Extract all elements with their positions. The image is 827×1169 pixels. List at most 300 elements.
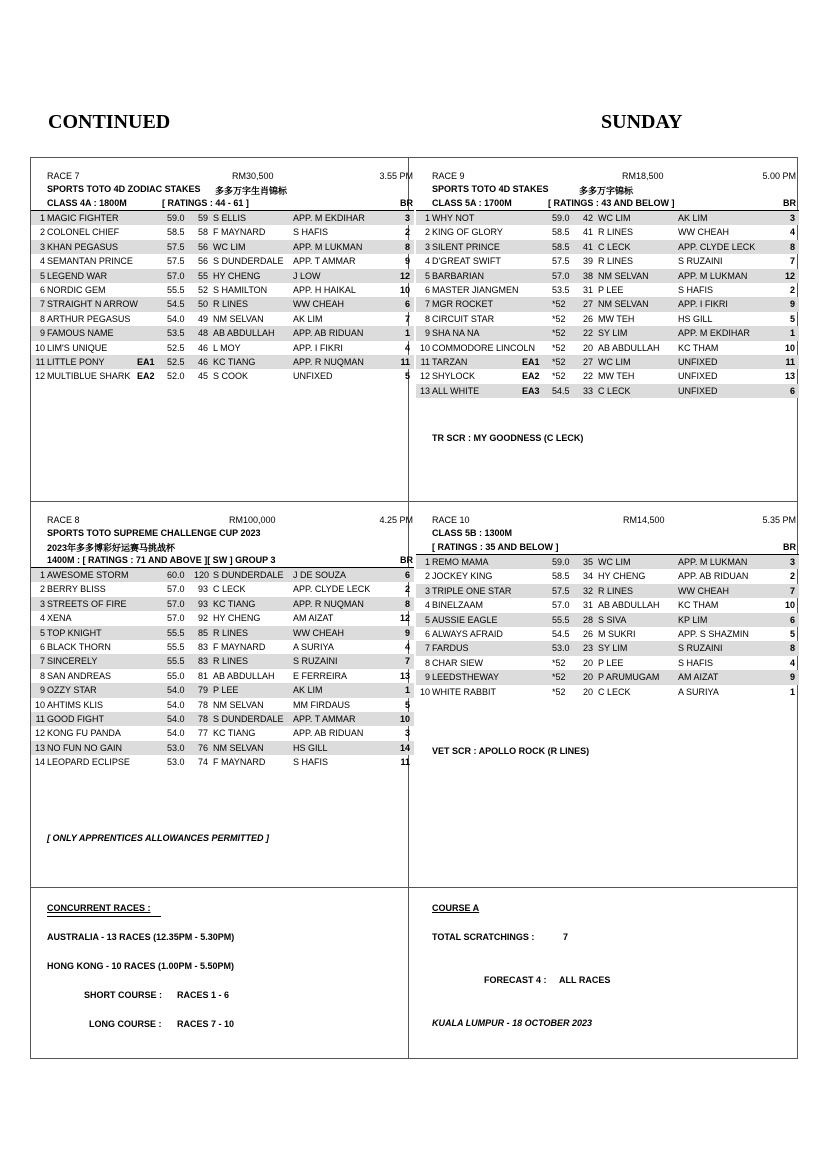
trainer-name: APP. H HAIKAL [293,284,356,295]
runner-number: 8 [424,313,430,324]
weight: 55.5 [167,641,185,652]
rating: 79 [197,685,208,696]
barrier: 2 [789,571,795,582]
barrier: 2 [789,284,795,295]
race-time: 5.35 PM [762,515,796,525]
race-ratings: [ RATINGS : 43 AND BELOW ] [548,198,675,208]
runner-row [31,755,414,769]
runner-list [416,555,799,699]
runner-row [31,211,414,225]
race-label: RACE 9 [432,171,465,181]
runner-row [416,269,799,283]
trainer-name: AM AIZAT [293,613,334,624]
jockey-name: WC LIM [213,241,246,252]
horse-name: SILENT PRINCE [432,241,500,252]
runner-number: 2 [424,227,430,238]
row-divider [31,887,797,888]
barrier: 5 [789,628,795,639]
barrier: 9 [789,672,795,683]
trainer-name: A SURIYA [293,641,334,652]
runner-number: 2 [39,227,45,238]
rating: 52 [197,284,208,295]
br-header: BR [400,198,413,208]
runner-row [416,670,799,684]
barrier: 3 [404,213,410,223]
jockey-name: P LEE [213,685,239,696]
runner-row [31,698,414,712]
horse-name: FAMOUS NAME [47,328,114,339]
weight: 57.0 [167,270,185,281]
rating: 74 [197,757,208,768]
horse-name: AWESOME STORM [47,570,129,580]
runner-number: 1 [424,557,430,567]
weight: 53.0 [167,742,185,753]
rating: 20 [582,342,593,353]
jockey-name: L MOY [213,342,241,353]
jockey-name: C LECK [213,584,246,595]
runner-number: 2 [424,571,430,582]
barrier: 8 [789,643,795,654]
jockey-name: NM SELVAN [598,270,649,281]
runner-number: 4 [39,613,45,624]
jockey-name: R LINES [598,585,634,596]
long-course-label: LONG COURSE : [89,1019,162,1029]
runner-row [416,369,799,383]
trainer-name: MM FIRDAUS [293,699,350,710]
barrier: 6 [404,299,410,310]
rating: 76 [197,742,208,753]
scratchings-label: TOTAL SCRATCHINGS : [432,932,535,942]
runner-row [31,326,414,340]
weight: 54.5 [552,385,570,396]
concurrent-races-heading: CONCURRENT RACES : [47,903,151,913]
rating: 48 [197,328,208,339]
trainer-name: APP. T AMMAR [293,256,356,267]
barrier: 5 [404,699,410,710]
rating: 33 [582,385,593,396]
horse-name: AUSSIE EAGLE [432,614,498,625]
race-time: 3.55 PM [379,171,413,181]
trainer-scratching-note: TR SCR : MY GOODNESS (C LECK) [432,433,584,443]
weight: 55.5 [167,627,185,638]
horse-name: LIM'S UNIQUE [47,342,108,353]
runner-number: 1 [39,570,45,580]
jockey-name: NM SELVAN [213,742,264,753]
trainer-name: A SURIYA [678,686,719,697]
race-prize: RM14,500 [623,515,665,525]
runner-row [416,341,799,355]
barrier: 13 [399,670,410,681]
trainer-name: APP. AB RIDUAN [678,571,749,582]
runner-number: 4 [424,600,430,611]
barrier: 6 [404,570,410,580]
weight: 55.5 [167,656,185,667]
trainer-name: AK LIM [293,313,323,324]
jockey-name: C LECK [598,385,631,396]
rating: 20 [582,657,593,668]
rating: 83 [197,641,208,652]
race-8-panel [31,515,414,843]
race-title-cn: 多多万字生肖锦标 [215,186,288,196]
horse-name: WHITE RABBIT [432,686,497,697]
runner-row [416,656,799,670]
rating: 81 [197,670,208,681]
rating: 92 [197,613,208,624]
runner-row [31,254,414,268]
trainer-name: APP. M LUKMAN [293,241,363,252]
jockey-name: MW TEH [598,313,635,324]
barrier: 7 [789,585,795,596]
horse-name: BARBARIAN [432,270,485,281]
runner-row [31,611,414,625]
horse-name: MGR ROCKET [432,299,494,310]
jockey-name: S DUNDERDALE [213,256,284,267]
rating: 28 [582,614,593,625]
jockey-name: P ARUMUGAM [598,672,660,683]
horse-name: SEMANTAN PRINCE [47,256,133,267]
rating: 20 [582,672,593,683]
race-time: 4.25 PM [379,515,413,525]
runner-row [416,569,799,583]
jockey-name: S HAMILTON [213,284,268,295]
horse-name: BERRY BLISS [47,584,106,595]
barrier: 7 [404,656,410,667]
jockey-name: AB ABDULLAH [213,670,275,681]
barrier: 3 [789,557,795,567]
trainer-name: E FERREIRA [293,670,348,681]
barrier: 12 [399,270,410,281]
rating: 39 [582,256,593,267]
jockey-name: SY LIM [598,643,628,654]
runner-row [31,669,414,683]
weight: 58.5 [552,241,570,252]
weight: 57.0 [552,600,570,611]
heading-underline [47,916,161,917]
runner-row [31,683,414,697]
jockey-name: R LINES [213,299,249,310]
runner-row [31,726,414,740]
race-title: SPORTS TOTO 4D ZODIAC STAKES [47,184,201,194]
entry-tag: EA1 [522,356,540,367]
runner-number: 5 [39,270,45,281]
rating: 93 [197,598,208,609]
trainer-name: UNFIXED [678,371,718,382]
trainer-name: S RUZAINI [293,656,338,667]
runner-row [416,283,799,297]
weight: 54.0 [167,699,185,710]
trainer-name: AK LIM [678,213,708,223]
short-course-value: RACES 1 - 6 [177,990,230,1000]
runner-row [31,369,414,383]
race-10-panel [416,515,799,756]
jockey-name: NM SELVAN [213,699,264,710]
runner-row [31,654,414,668]
trainer-name: APP. CLYDE LECK [293,584,371,595]
horse-name: FARDUS [432,643,469,654]
forecast-value: ALL RACES [559,975,611,985]
jockey-name: HY CHENG [213,270,261,281]
runner-row [416,312,799,326]
weight: *52 [552,313,566,324]
runner-row [31,640,414,654]
runner-number: 10 [34,699,45,710]
jockey-name: WC LIM [598,356,631,367]
trainer-name: APP. R NUQMAN [293,356,364,367]
trainer-name: APP. S SHAZMIN [678,628,749,639]
runner-row [31,582,414,596]
rating: 27 [582,299,593,310]
race-class: CLASS 4A : 1800M [47,198,127,208]
race-prize: RM18,500 [622,171,664,181]
horse-name: STRAIGHT N ARROW [47,299,138,310]
weight: 52.0 [167,371,185,382]
jockey-name: P LEE [598,657,624,668]
long-course-value: RACES 7 - 10 [177,1019,235,1029]
horse-name: TOP KNIGHT [47,627,102,638]
barrier: 2 [404,584,410,595]
br-header: BR [783,542,796,552]
runner-number: 7 [39,299,45,310]
jockey-name: P LEE [598,284,624,295]
rating: 56 [197,256,208,267]
weight: 58.5 [552,571,570,582]
horse-name: CIRCUIT STAR [432,313,495,324]
race-title: SPORTS TOTO 4D STAKES [432,184,549,194]
runner-row [416,641,799,655]
horse-name: SAN ANDREAS [47,670,112,681]
rating: 78 [197,713,208,724]
weight: *52 [552,299,566,310]
barrier: 9 [789,299,795,310]
weight: 60.0 [167,570,185,580]
runner-row [416,598,799,612]
runner-row [31,283,414,297]
rating: 93 [197,584,208,595]
rating: 32 [582,585,593,596]
runner-number: 5 [424,614,430,625]
rating: 22 [582,328,593,339]
weight: 54.5 [552,628,570,639]
runner-row [416,240,799,254]
rating: 78 [197,699,208,710]
race-label: RACE 7 [47,171,80,181]
trainer-name: APP. AB RIDUAN [293,328,364,339]
runner-number: 2 [39,584,45,595]
runner-row [416,613,799,627]
rating: 46 [197,356,208,367]
jockey-name: S COOK [213,371,249,382]
trainer-name: APP. CLYDE LECK [678,241,756,252]
weight: *52 [552,672,566,683]
runner-row [31,597,414,611]
runner-number: 3 [39,598,45,609]
rating: 50 [197,299,208,310]
runner-number: 7 [424,643,430,654]
weight: 59.0 [167,213,185,223]
weight: 59.0 [552,213,570,223]
barrier: 9 [404,627,410,638]
runner-row [31,568,414,582]
runner-row [416,555,799,569]
horse-name: AHTIMS KLIS [47,699,104,710]
horse-name: WHY NOT [432,213,475,223]
race-class: CLASS 5B : 1300M [432,528,513,538]
jockey-name: F MAYNARD [213,757,266,768]
trainer-name: APP. T AMMAR [293,713,356,724]
rating: 20 [582,686,593,697]
race-ratings: [ RATINGS : 35 AND BELOW ] [432,542,559,552]
weight: *52 [552,356,566,367]
runner-row [31,240,414,254]
trainer-name: AK LIM [293,685,323,696]
runner-row [31,297,414,311]
jockey-name: S DUNDERDALE [213,713,284,724]
trainer-name: UNFIXED [678,356,718,367]
barrier: 12 [784,270,795,281]
barrier: 11 [400,356,410,367]
trainer-name: WW CHEAH [293,299,344,310]
runner-number: 8 [424,657,430,668]
jockey-name: F MAYNARD [213,641,266,652]
horse-name: CHAR SIEW [432,657,484,668]
horse-name: MULTIBLUE SHARK [47,371,131,382]
runner-row [31,626,414,640]
trainer-name: AM AIZAT [678,672,719,683]
runner-number: 6 [424,628,430,639]
runner-row [416,326,799,340]
runner-row [416,685,799,699]
weight: 54.0 [167,313,185,324]
trainer-name: J LOW [293,270,321,281]
rating: 31 [582,284,593,295]
trainer-name: HS GILL [293,742,328,753]
weight: 57.5 [167,241,185,252]
runner-row [416,211,799,225]
runner-number: 9 [424,328,430,339]
race-time: 5.00 PM [762,171,796,181]
entry-tag: EA2 [522,371,540,382]
rating: 26 [582,628,593,639]
runner-row [416,254,799,268]
entry-tag: EA3 [522,385,540,396]
rating: 41 [582,241,593,252]
barrier: 14 [399,742,410,753]
venue-date: KUALA LUMPUR - 18 OCTOBER 2023 [432,1018,593,1028]
br-header: BR [783,198,796,208]
rating: 23 [582,643,593,654]
day-heading: SUNDAY [601,111,683,133]
weight: 57.0 [552,270,570,281]
barrier: 1 [789,328,795,339]
australia-races: AUSTRALIA - 13 RACES (12.35PM - 5.30PM) [47,932,235,942]
jockey-name: AB ABDULLAH [598,342,660,353]
rating: 55 [197,270,208,281]
weight: 57.0 [167,584,185,595]
entry-tag: EA1 [137,356,155,367]
trainer-name: KC THAM [678,600,719,611]
runner-number: 3 [39,241,45,252]
runner-row [416,384,799,398]
rating: 42 [582,213,593,223]
jockey-name: AB ABDULLAH [213,328,275,339]
rating: 59 [197,213,208,223]
trainer-name: HS GILL [678,313,713,324]
runner-row [416,355,799,369]
rating: 83 [197,656,208,667]
rating: 26 [582,313,593,324]
runner-list [31,568,414,769]
weight: *52 [552,342,566,353]
weight: 57.5 [167,256,185,267]
jockey-name: KC TIANG [213,598,256,609]
horse-name: D'GREAT SWIFT [432,256,501,267]
horse-name: KHAN PEGASUS [47,241,119,252]
runner-number: 14 [34,757,45,768]
runner-number: 7 [39,656,45,667]
horse-name: JOCKEY KING [432,571,493,582]
weight: 52.5 [167,342,185,353]
weight: 53.0 [167,757,185,768]
weight: 53.0 [552,643,570,654]
jockey-name: R LINES [213,627,249,638]
continued-heading: CONTINUED [48,111,171,133]
barrier: 4 [404,342,410,353]
horse-name: OZZY STAR [47,685,97,696]
short-course-label: SHORT COURSE : [84,990,163,1000]
horse-name: GOOD FIGHT [47,713,104,724]
barrier: 1 [404,685,410,696]
jockey-name: HY CHENG [598,571,646,582]
rating: 58 [197,227,208,238]
jockey-name: M SUKRI [598,628,636,639]
runner-row [31,712,414,726]
horse-name: XENA [47,613,72,624]
runner-number: 10 [34,342,45,353]
barrier: 13 [784,371,795,382]
runner-number: 13 [419,385,430,396]
runner-row [31,341,414,355]
jockey-name: HY CHENG [213,613,261,624]
trainer-name: APP. I FIKRI [678,299,728,310]
barrier: 12 [399,613,410,624]
runner-number: 8 [39,313,45,324]
runner-row [31,741,414,755]
runner-number: 6 [39,284,45,295]
race-label: RACE 8 [47,515,80,525]
trainer-name: APP. M LUKMAN [678,270,748,281]
runner-number: 12 [34,371,45,382]
horse-name: LEOPARD ECLIPSE [47,757,130,768]
forecast-label: FORECAST 4 : [484,975,547,985]
barrier: 11 [785,356,795,367]
barrier: 4 [789,227,795,238]
horse-name: MASTER JIANGMEN [432,284,519,295]
weight: 58.5 [167,227,185,238]
weight: 58.5 [552,227,570,238]
runner-number: 12 [419,371,430,382]
horse-name: ARTHUR PEGASUS [47,313,131,324]
runner-number: 7 [424,299,430,310]
rating: 45 [197,371,208,382]
weight: *52 [552,371,566,382]
rating: 34 [582,571,593,582]
trainer-name: S RUZAINI [678,643,723,654]
runner-number: 8 [39,670,45,681]
weight: 53.5 [167,328,185,339]
race-9-panel [416,171,799,443]
trainer-name: APP. R NUQMAN [293,598,364,609]
jockey-name: NM SELVAN [213,313,264,324]
